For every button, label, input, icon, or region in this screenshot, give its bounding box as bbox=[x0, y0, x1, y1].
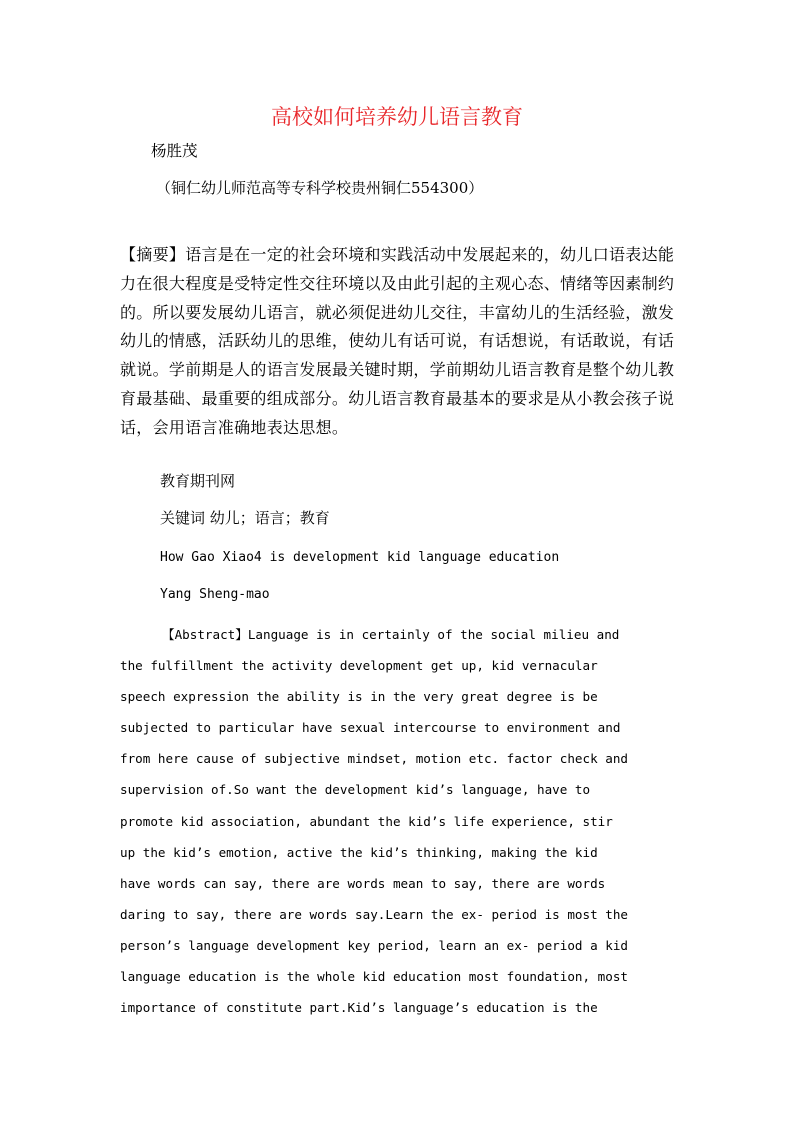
abstract-cn-line: 话，会用语言准确地表达思想。 bbox=[120, 417, 349, 437]
english-author: Yang Sheng-mao bbox=[160, 587, 270, 602]
abstract-en-line: language education is the whole kid education most foundation, most bbox=[120, 969, 628, 985]
abstract-en-line: 【Abstract】Language is in certainly of the social milieu and bbox=[162, 627, 620, 642]
abstract-en-line: from here cause of subjective mindset, motion etc. factor check and bbox=[120, 751, 628, 767]
abstract-en-line: promote kid association, abundant the kid’s life experience, stir bbox=[120, 813, 613, 829]
keywords-line: 关键词 幼儿；语言；教育 bbox=[160, 509, 330, 527]
abstract-en-line: person’s language development key period, learn an ex- period a kid bbox=[120, 937, 628, 953]
abstract-en-line: daring to say, there are words say.Learn the ex- period is most the bbox=[120, 906, 628, 922]
author-name: 杨胜茂 bbox=[151, 142, 198, 160]
author-affiliation: （铜仁幼儿师范高等专科学校贵州铜仁554300） bbox=[156, 179, 484, 197]
abstract-en-line: the fulfillment the activity development get up, kid vernacular bbox=[120, 658, 598, 674]
abstract-en-line: up the kid’s emotion, active the kid’s thinking, making the kid bbox=[120, 844, 598, 860]
abstract-en-line: importance of constitute part.Kid’s language’s education is the bbox=[120, 1000, 598, 1016]
abstract-cn-line: 幼儿的情感，活跃幼儿的思维，使幼儿有话可说，有话想说，有话敢说，有话 bbox=[120, 331, 675, 351]
abstract-cn-line: 力在很大程度是受特定性交往环境以及由此引起的主观心态、情绪等因素制约 bbox=[120, 273, 675, 293]
abstract-en-line: have words can say, there are words mean to say, there are words bbox=[120, 875, 606, 891]
abstract-cn-line: 【摘要】语言是在一定的社会环境和实践活动中发展起来的，幼儿口语表达能 bbox=[120, 245, 675, 264]
abstract-en-line: supervision of.So want the development kid’s language, have to bbox=[120, 782, 591, 798]
abstract-en-line: subjected to particular have sexual intercourse to environment and bbox=[120, 720, 621, 736]
abstract-cn-line: 的。所以要发展幼儿语言，就必须促进幼儿交往，丰富幼儿的生活经验，激发 bbox=[120, 302, 675, 322]
abstract-english bbox=[120, 619, 680, 1023]
document-title: 高校如何培养幼儿语言教育 bbox=[271, 105, 523, 129]
source-label: 教育期刊网 bbox=[160, 472, 236, 490]
abstract-en-line: speech expression the ability is in the very great degree is be bbox=[120, 689, 598, 705]
abstract-cn-line: 育最基础、最重要的组成部分。幼儿语言教育最基本的要求是从小教会孩子说 bbox=[120, 388, 675, 408]
abstract-chinese bbox=[120, 241, 680, 443]
english-title: How Gao Xiao4 is development kid language education bbox=[160, 550, 560, 565]
abstract-cn-line: 就说。学前期是人的语言发展最关键时期，学前期幼儿语言教育是整个幼儿教 bbox=[120, 360, 675, 380]
